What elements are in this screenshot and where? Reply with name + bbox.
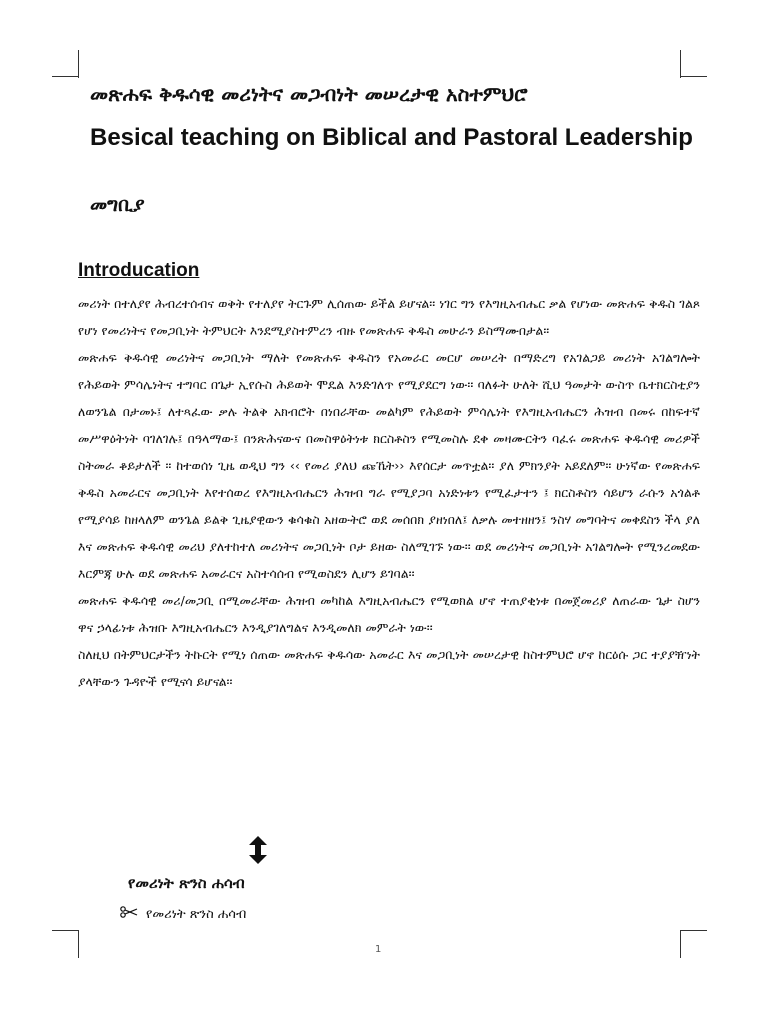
sub-heading: የመሪነት ጽንስ ሐሳብ — [128, 874, 245, 892]
body-text — [78, 290, 700, 695]
paragraph: መጽሐፍ ቅዱሳዊ መሪ/መጋቢ በሚመራቸው ሕዝብ መካከል እግዚአብሔርን የሚወክል ሆኖ ተጠያቂነቱ በመጀመሪያ ለጠራው ጌታ ስሆን ዋና ኃላፊነቱ ሕዝቡ እግዚአብሔርን እንዲያገለግልና እንዲመለክ መምራት ነው፡፡ — [78, 593, 700, 635]
section-title: Introducation — [78, 260, 200, 281]
crop-mark-bottom-left-h — [52, 930, 79, 931]
paragraph: መጽሐፍ ቅዱሳዊ መሪነትና መጋቢነት ማለት የመጽሐፍ ቅዱስን የአመራር መርሆ መሠረት በማድረግ የአገልጋይ መሪነት አገልግሎት የሕይወት ምሳሌነትና ተግባር በጌታ ኢየሱስ ሕይወት ሞዴል እንድገለጥ የሚያደርግ ነው፡፡ ባለፉት ሁለት ሺህ ዓመታት ውስጥ ቤተክርስቲያን ለወንጌል በታመኑ፤ ለተጻፈው ቃሉ ትልቅ አክብሮት በነበራቸው መልካም የሕይወት ምሳሌነት የእግዚአብሔርን ሕዝብ በመሩ በከፍተኛ መሥዋዕትነት ባገለገሉ፤ በዓላማው፤ በንጽሕናውና በመስዋዕትነቱ ክርስቶስን የሚመስሉ ደቀ መዛሙርትን ባፈሩ መጽሐፍ ቅዱሳዊ መሪዎች ስትመራ ቆይታለች ፡፡ ከተወሰነ ጊዜ ወዲህ ግን ‹‹ የመሪ ያለህ ጩኼት›› እየሰርታ መጥቷል፡፡ ያለ ምክንያት አይደለም፡፡ ሁነኛው የመጽሐፍ ቅዱስ አመራርና መጋቢነት እየተሰወረ የእግዚአብሔርን ሕዝብ ግራ የሚያጋባ አነድነቱን የሚፈታተን ፤ ክርስቶስን ሳይሆን ራሱን አጎልቶ የሚያሳይ ከዘላለም ወንጌል ይልቅ ጊዜያዊውን ቁሳቁስ አዘውትሮ ወደ መሰበክ ያዘነበለ፤ ለቃሉ መተዘዘን፤ ንስሃ መግባትና መቀደስን ችላ ያለ እና መጽሐፍ ቅዱሳዊ መሪህ ያለተከተለ መሪነትና መጋቢነት ቦታ ይዘው ስለሚገኙ ነው፡፡ ወደ መሪነትና መጋቢነት አገልግሎት የሚንረመደው እርምጃ ሁሉ ወደ መጽሐፍ አመራርና አስተሳሰብ የሚወስደን ሊሆን ይገባል፡፡ — [78, 350, 700, 581]
crop-mark-top-right-v — [680, 50, 681, 78]
bullet-list-item — [120, 906, 246, 922]
title-english: Besical teaching on Biblical and Pastoral Leadership — [90, 124, 693, 151]
title-amharic: መጽሐፍ ቅዱሳዊ መሪነትና መጋብነት መሠረታዊ አስተምህሮ — [90, 82, 528, 106]
heading-amharic: መግቢያ — [90, 194, 145, 216]
up-down-arrow-icon — [248, 836, 268, 868]
page-number: 1 — [375, 944, 382, 955]
scissors-icon — [120, 906, 138, 922]
crop-mark-top-right-h — [680, 76, 707, 77]
paragraph: ስለዚህ በትምህርታችን ትኩርት የሚነ ሰጠው መጽሐፍ ቅዱሳው አመራር እና መጋቢነት መሠረታዊ ከስተምህሮ ሆኖ ከርዕሱ ጋር ተያያዥነት ያላቸውን ጉዳዮች የሚናሳ ይሆናል፡፡ — [78, 647, 700, 689]
crop-mark-bottom-right-v — [680, 930, 681, 958]
paragraph: መሪነት በተለያየ ሕብረተሰብና ወቅት የተለያየ ትርጉም ሊሰጠው ይችል ይሆናል፡፡ ነገር ግን የእግዚአብሔር ቃል የሆነው መጽሐፍ ቅዱስ ገልጾ የሆነ የመሪነትና የመጋቢነት ትምህርት እንደሚያስተምረን ብዙ የመጽሐፍ ቅዱስ መሁራን ይስማሙበታል፡፡ — [78, 296, 700, 338]
crop-mark-bottom-right-h — [680, 930, 707, 931]
crop-mark-top-left-v — [78, 50, 79, 78]
crop-mark-bottom-left-v — [78, 930, 79, 958]
crop-mark-top-left-h — [52, 76, 79, 77]
bullet-text: የመሪነት ጽንስ ሐሳብ — [146, 906, 247, 922]
